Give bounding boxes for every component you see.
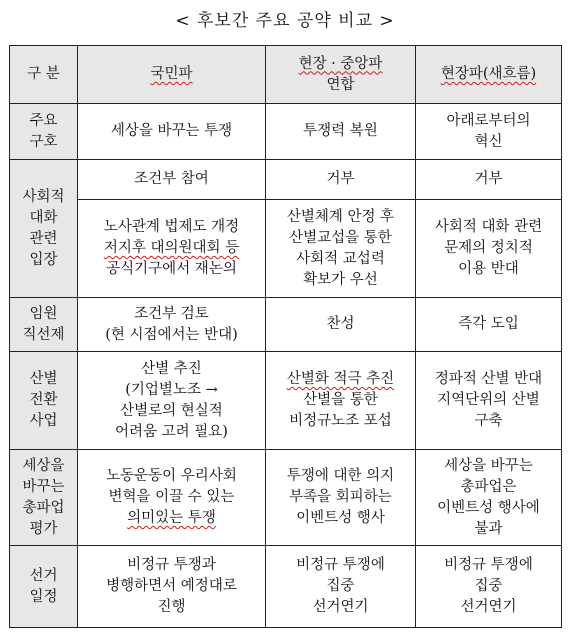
cell-direct-election-col3: 즉각 도입 [416,298,562,352]
comparison-table [9,45,562,628]
cell-election-schedule-col1: 비정규 투쟁과 병행하면서 예정대로 진행 [78,546,266,628]
table-row [10,104,562,160]
cell-slogan-col3: 아래로부터의 혁신 [416,104,562,160]
cell-general-strike-col3: 세상을 바꾸는 총파업은 이벤트성 행사에 불과 [416,450,562,546]
page-title: < 후보간 주요 공약 비교 > [175,11,395,31]
header-line: 현장 · 중앙파 [298,55,383,72]
cell-social-dialogue-b-col3: 사회적 대화 관련 문제의 정치적 이용 반대 [416,200,562,298]
table-row [10,298,562,352]
cell-slogan-col2: 투쟁력 복원 [266,104,416,160]
table-row [10,352,562,450]
header-line: 연합 [326,76,355,93]
cell-industrial-union-col1: 산별 추진 (기업별노조 → 산별로의 현실적 어려움 고려 필요) [78,352,266,450]
table-row [10,546,562,628]
header-category: 구 분 [10,46,78,104]
cell-general-strike-col2: 투쟁에 대한 의지 부족을 회피하는 이벤트성 행사 [266,450,416,546]
cell-industrial-union-col3: 정파적 산별 반대 지역단위의 산별 구축 [416,352,562,450]
row-label-social-dialogue: 사회적 대화 관련 입장 [10,160,78,298]
cell-social-dialogue-a-col2: 거부 [266,160,416,200]
cell-slogan-col1: 세상을 바꾸는 투쟁 [78,104,266,160]
cell-social-dialogue-b-col2: 산별체계 안정 후 산별교섭을 통한 사회적 교섭력 확보가 우선 [266,200,416,298]
header-row [10,46,562,104]
table-row [10,160,562,200]
cell-election-schedule-col2: 비정규 투쟁에 집중 선거연기 [266,546,416,628]
table-row [10,450,562,546]
cell-social-dialogue-a-col3: 거부 [416,160,562,200]
row-label-general-strike: 세상을 바꾸는 총파업 평가 [10,450,78,546]
row-label-election-schedule: 선거 일정 [10,546,78,628]
cell-industrial-union-col2: 산별화 적극 추진 산별을 통한 비정규노조 포섭 [266,352,416,450]
cell-social-dialogue-b-col1: 노사관계 법제도 개정 저지후 대의원대회 등 공식기구에서 재논의 [78,200,266,298]
cell-direct-election-col2: 찬성 [266,298,416,352]
header-field-central-coalition [266,46,416,104]
cell-general-strike-col1: 노동운동이 우리사회 변혁을 이끌 수 있는 의미있는 투쟁 [78,450,266,546]
cell-election-schedule-col3: 비정규 투쟁에 집중 선거연기 [416,546,562,628]
header-national-faction: 국민파 [78,46,266,104]
cell-social-dialogue-a-col1: 조건부 참여 [78,160,266,200]
cell-direct-election-col1: 조건부 검토 (현 시점에서는 반대) [78,298,266,352]
row-label-slogan: 주요 구호 [10,104,78,160]
header-field-faction: 현장파(새흐름) [416,46,562,104]
row-label-direct-election: 임원 직선제 [10,298,78,352]
table-row [10,200,562,298]
row-label-industrial-union: 산별 전환 사업 [10,352,78,450]
